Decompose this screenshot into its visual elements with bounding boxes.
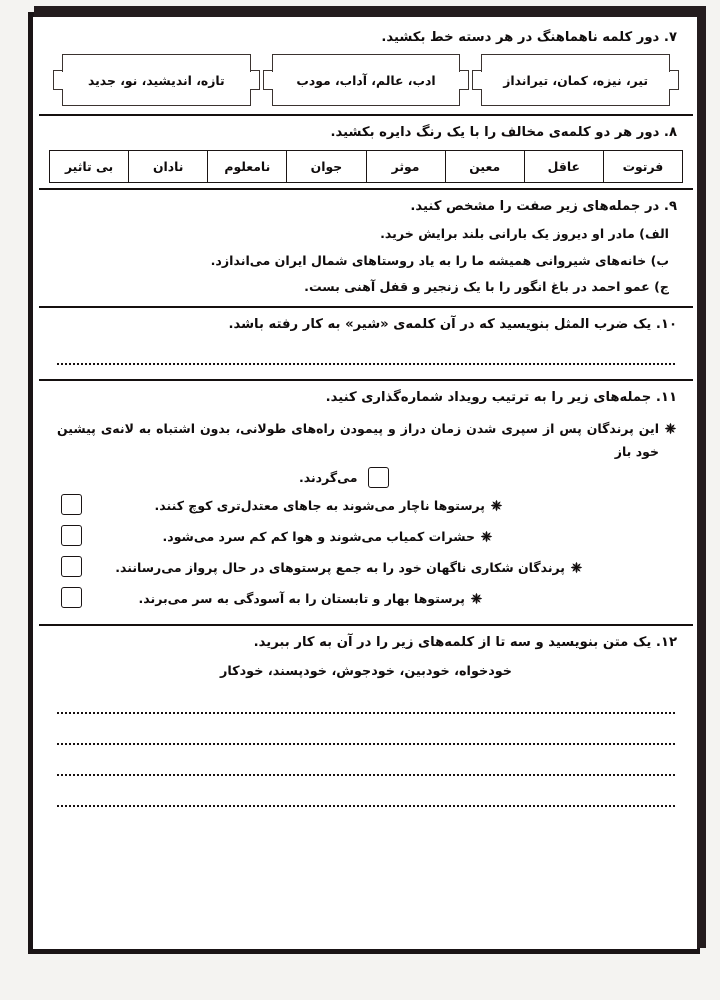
order-checkbox[interactable] [61, 556, 82, 577]
table-cell-word[interactable]: نامعلوم [208, 150, 287, 182]
question-12-word-bank: خودخواه، خودبین، خودجوش، خودپسند، خودکار [219, 663, 513, 679]
order-item-text: پرستوها بهار و تابستان را به آسودگی به سر می‌برند. [138, 591, 465, 607]
question-11-prompt: ۱۱. جمله‌های زیر را به ترتیب رویداد شماره‌گذاری کنید. [325, 390, 677, 406]
ribbon-box-3[interactable] [53, 54, 260, 106]
order-item-wrap-row [49, 467, 683, 490]
table-cell-word[interactable]: عاقل [524, 150, 603, 182]
ribbon-text: ادب، عالم، آداب، مودب [296, 72, 436, 88]
question-9-item-a: الف) مادر او دیروز یک بارانی بلند برایش خرید. [380, 226, 669, 242]
ribbon-text: تیر، نیزه، کمان، تیرانداز [503, 72, 649, 88]
order-item-text: این پرندگان پس از سپری شدن زمان دراز و پیمودن راه‌های طولانی، بدون اشتباه به لانه‌ی پیشین خود باز [57, 420, 659, 459]
table-row [50, 150, 683, 182]
flower-bullet-icon [480, 528, 493, 541]
order-list-item [49, 583, 683, 614]
ribbon-mask-left [271, 72, 274, 89]
ribbon-mask-left [480, 72, 483, 89]
order-list-item [49, 490, 683, 521]
ribbon-mask-left [61, 72, 64, 89]
question-9-item-c: ج) عمو احمد در باغ انگور را با یک زنجیر و قفل آهنی بست. [304, 278, 669, 294]
order-checkbox[interactable] [61, 525, 82, 546]
question-8-prompt: ۸. دور هر دو کلمه‌ی مخالف را با یک رنگ دایره بکشید. [330, 125, 677, 141]
answer-line[interactable] [57, 728, 675, 745]
order-item-text: پرندگان شکاری ناگهان خود را به جمع پرستوهای در حال پرواز می‌رسانند. [115, 560, 565, 576]
order-item-text: حشرات کمیاب می‌شوند و هوا کم کم سرد می‌شود. [162, 529, 475, 545]
ribbon-mask-right [458, 72, 461, 89]
question-7-ribbon-row [49, 52, 683, 114]
order-list-item [49, 413, 683, 467]
ribbon-mask-right [249, 72, 252, 89]
answer-line[interactable] [57, 759, 675, 776]
order-item-text: پرستوها ناچار می‌شوند به جاهای معتدل‌تری کوچ کنند. [154, 497, 485, 513]
bottom-blank-area [49, 809, 683, 919]
answer-line[interactable] [57, 348, 675, 365]
table-cell-word[interactable]: نادان [129, 150, 208, 182]
table-cell-word[interactable]: معین [445, 150, 524, 182]
order-list-item [49, 552, 683, 583]
table-cell-word[interactable]: بی تاثیر [50, 150, 129, 182]
order-checkbox[interactable] [61, 494, 82, 515]
worksheet-sheet [39, 21, 693, 946]
question-8-word-table [49, 150, 683, 183]
question-11-section [39, 381, 693, 624]
flower-bullet-icon [570, 559, 583, 572]
ribbon-box-2[interactable] [263, 54, 470, 106]
question-7-section [39, 21, 693, 114]
question-9-section [39, 190, 693, 306]
order-checkbox[interactable] [368, 467, 389, 488]
question-7-prompt: ۷. دور کلمه ناهماهنگ در هر دسته خط بکشید. [381, 30, 677, 45]
question-9-item-b: ب) خانه‌های شیروانی همیشه ما را به یاد روستاهای شمال ایران می‌اندازد. [210, 252, 669, 268]
flower-bullet-icon [490, 497, 503, 510]
ribbon-text: تازه، اندیشید، نو، جدید [87, 72, 225, 88]
table-cell-word[interactable]: موثر [366, 150, 445, 182]
flower-bullet-icon [470, 590, 483, 603]
flower-bullet-icon [664, 420, 677, 433]
order-item-tail: می‌گردند. [299, 469, 358, 485]
question-12-prompt: ۱۲. یک متن بنویسید و سه تا از کلمه‌های زیر را در آن به کار ببرید. [253, 635, 677, 651]
question-9-prompt: ۹. در جمله‌های زیر صفت را مشخص کنید. [410, 198, 677, 214]
answer-line[interactable] [57, 697, 675, 714]
order-list-item [49, 521, 683, 552]
table-cell-word[interactable]: جوان [287, 150, 366, 182]
question-10-section [39, 308, 693, 379]
ribbon-box-1[interactable] [472, 54, 679, 106]
question-8-section [39, 116, 693, 182]
question-12-section [39, 626, 693, 918]
answer-line[interactable] [57, 790, 675, 807]
table-cell-word[interactable]: فرتوت [603, 150, 682, 182]
order-checkbox[interactable] [61, 587, 82, 608]
question-10-prompt: ۱۰. یک ضرب المثل بنویسید که در آن کلمه‌ی «شیر» به کار رفته باشد. [228, 316, 677, 332]
ribbon-mask-right [668, 72, 671, 89]
